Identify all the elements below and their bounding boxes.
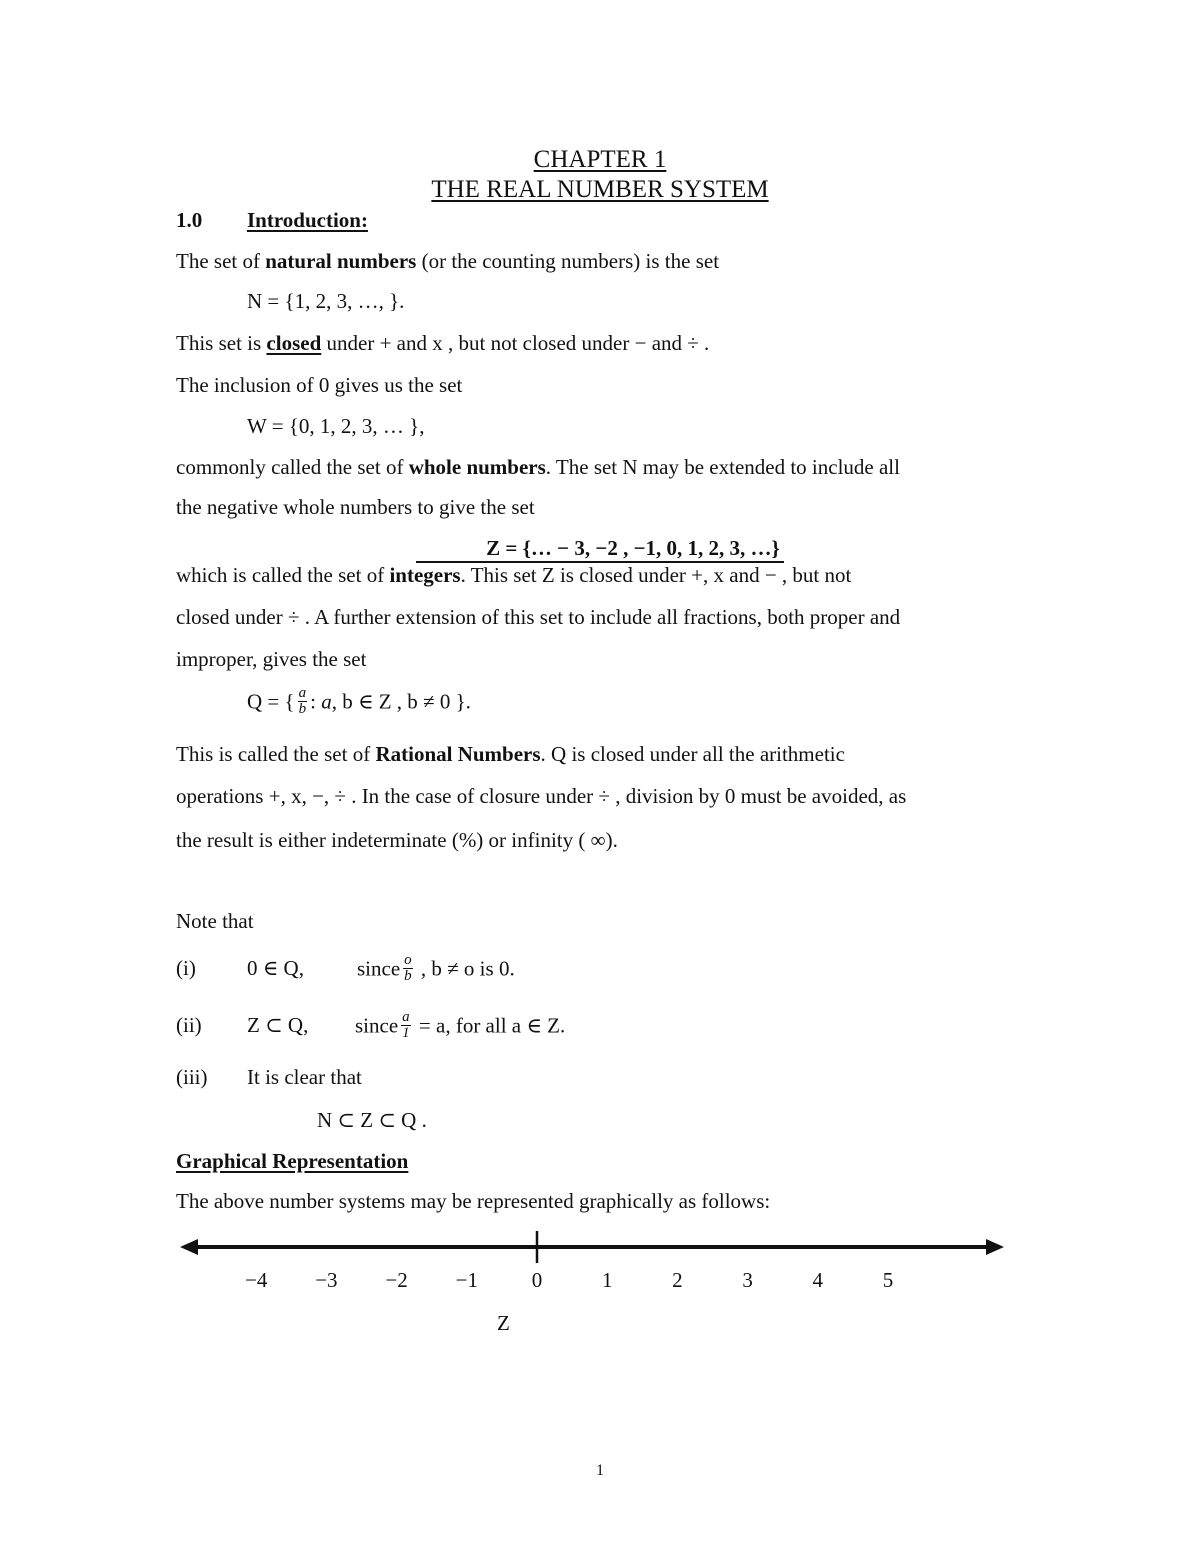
fraction-a-over-1: $\frac{a}{1}$ xyxy=(402,1009,410,1041)
set-q: Q = { $\frac{a}{b}$ : a, b ∈ Z , b ≠ 0 }. xyxy=(247,685,471,717)
tick-label: 1 xyxy=(601,1268,613,1292)
item-label-iii: (iii) xyxy=(176,1065,208,1089)
item-since-i: since $\frac{o}{b}$ , b ≠ o is 0. xyxy=(357,952,515,984)
chapter-title: THE REAL NUMBER SYSTEM xyxy=(431,176,769,203)
para-negative-numbers: the negative whole numbers to give the set xyxy=(176,495,535,519)
left-arrow-icon xyxy=(180,1239,198,1255)
para-further-extension: closed under ÷ . A further extension of this set to include all fractions, both proper and xyxy=(176,605,901,629)
set-w: W = {0, 1, 2, 3, … }, xyxy=(247,414,425,438)
tick-label: −3 xyxy=(315,1268,338,1292)
tick-label: 2 xyxy=(672,1268,683,1292)
page-number: 1 xyxy=(596,1462,604,1479)
axis-label-z: Z xyxy=(497,1311,510,1335)
tick-label: 5 xyxy=(882,1268,894,1292)
fraction-o-over-b: $\frac{o}{b}$ xyxy=(404,952,412,984)
graph-heading: Graphical Representation xyxy=(176,1149,409,1173)
para-improper: improper, gives the set xyxy=(176,647,367,671)
para-rational: This is called the set of Rational Numbers. Q is closed under all the arithmetic xyxy=(176,742,845,766)
para-operations: operations +, x, −, ÷ . In the case of closure under ÷ , division by 0 must be avoided, as xyxy=(176,784,907,808)
tick-label: 0 xyxy=(531,1268,543,1292)
para-indeterminate: the result is either indeterminate (%) or infinity ( ∞). xyxy=(176,828,618,852)
tick-label: 3 xyxy=(742,1268,753,1292)
para-whole-numbers: commonly called the set of whole numbers. The set N may be extended to include all xyxy=(176,455,900,479)
set-z: Z = {… − 3, −2 , −1, 0, 1, 2, 3, …} xyxy=(0,535,1200,563)
subset-chain: N ⊂ Z ⊂ Q . xyxy=(317,1108,427,1132)
chapter-label: CHAPTER 1 xyxy=(533,146,667,173)
tick-label: −2 xyxy=(385,1268,408,1292)
item-label-ii: (ii) xyxy=(176,1013,202,1037)
para-closure: This set is closed under + and x , but not closed under − and ÷ . xyxy=(176,331,710,355)
para-integers: which is called the set of integers. This set Z is closed under +, x and − , but not xyxy=(176,563,852,587)
para-natural-numbers: The set of natural numbers (or the counting numbers) is the set xyxy=(176,249,720,273)
item-label-i: (i) xyxy=(176,956,196,980)
para-inclusion-zero: The inclusion of 0 gives us the set xyxy=(176,373,463,397)
tick-labels xyxy=(0,1268,1200,1298)
fraction-a-over-b: $\frac{a}{b}$ xyxy=(298,685,307,717)
section-heading: Introduction: xyxy=(247,208,368,232)
set-n: N = {1, 2, 3, …, }. xyxy=(247,289,405,313)
item-since-ii: since $\frac{a}{1}$ = a, for all a ∈ Z. xyxy=(355,1009,566,1041)
tick-label: −1 xyxy=(455,1268,478,1292)
item-expr-iii: It is clear that xyxy=(247,1065,362,1089)
note-heading: Note that xyxy=(176,909,254,933)
item-expr-i: 0 ∈ Q, xyxy=(247,956,304,980)
section-number: 1.0 xyxy=(176,208,203,232)
graph-intro: The above number systems may be represented graphically as follows: xyxy=(176,1189,771,1213)
item-expr-ii: Z ⊂ Q, xyxy=(247,1013,309,1037)
tick-label: 4 xyxy=(812,1268,824,1292)
right-arrow-icon xyxy=(986,1239,1004,1255)
tick-label: −4 xyxy=(245,1268,268,1292)
